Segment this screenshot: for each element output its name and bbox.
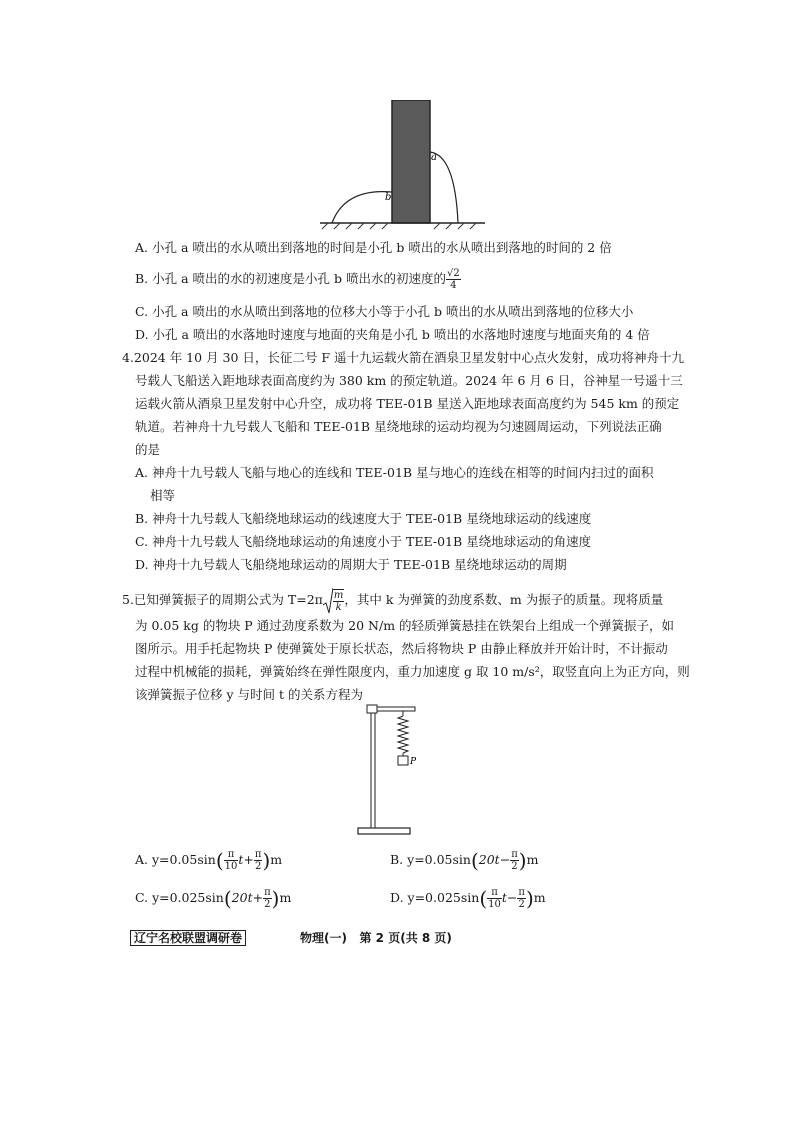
- option-unit: m: [533, 890, 546, 905]
- block-p-label: P: [410, 757, 417, 767]
- q5-option-c: C. y=0.025sin(20t+ $\frac{\pi}{2}$ )m: [135, 886, 292, 911]
- option-term: 20t+: [231, 890, 264, 905]
- fraction: [487, 887, 502, 910]
- fraction-numerator: √2: [446, 268, 460, 279]
- fraction-denominator: 10: [488, 899, 501, 910]
- q5-formula-prefix: 5.已知弹簧振子的周期公式为 T=2π: [122, 592, 323, 607]
- page-number: 物理(一) 第 2 页(共 8 页): [300, 931, 452, 945]
- fraction-denominator: 2: [511, 861, 518, 872]
- q3-option-b-fraction: [446, 268, 461, 291]
- fraction-numerator: π: [224, 849, 239, 861]
- fraction-denominator: 10: [224, 861, 238, 872]
- option-prefix: C. y=0.025sin: [135, 890, 224, 905]
- fraction-denominator: 2: [518, 899, 525, 910]
- sqrt-sign-icon: [323, 587, 333, 615]
- footer: [130, 928, 246, 948]
- q4-option-a: A. 神舟十九号载人飞船与地心的连线和 TEE-01B 星与地心的连线在相等的时间内扫过的面积: [135, 465, 654, 480]
- option-term: t+: [238, 852, 254, 867]
- option-unit: m: [270, 852, 283, 867]
- fraction-numerator: π: [518, 887, 525, 898]
- fraction-numerator: m: [333, 589, 344, 601]
- fraction-denominator: 2: [264, 899, 271, 910]
- q3-option-d: D. 小孔 a 喷出的水落地时速度与地面的夹角是小孔 b 喷出的水落地时速度与地面夹角的 4 倍: [135, 327, 650, 342]
- q4-stem-line3: 运载火箭从酒泉卫星发射中心升空，成功将 TEE-01B 星送入距地球表面高度约为 545 km 的预定: [135, 396, 680, 411]
- option-term: t−: [501, 890, 518, 905]
- q4-stem-line4: 轨道。若神舟十九号载人飞船和 TEE-01B 星绕地球的运动均视为匀速圆周运动，下列说法正确: [135, 419, 662, 434]
- q4-stem-line1: 4.2024 年 10 月 30 日，长征二号 F 遥十九运载火箭在酒泉卫星发射中心点火发射，成功将神舟十九: [122, 350, 685, 365]
- q4-option-a-cont: 相等: [150, 488, 176, 503]
- fraction: [263, 887, 272, 910]
- option-unit: m: [279, 890, 292, 905]
- fraction-numerator: π: [264, 887, 271, 898]
- q3-option-c: C. 小孔 a 喷出的水从喷出到落地的位移大小等于小孔 b 喷出的水从喷出到落地的位移大小: [135, 304, 634, 319]
- q4-option-b: B. 神舟十九号载人飞船绕地球运动的线速度大于 TEE-01B 星绕地球运动的线速度: [135, 511, 592, 526]
- option-prefix: D. y=0.025sin: [390, 890, 480, 905]
- fraction-denominator: 2: [254, 861, 262, 872]
- q5-option-b: B. y=0.05sin(20t− $\frac{\pi}{2}$ )m: [390, 848, 539, 873]
- q5-formula-suffix: ，其中 k 为弹簧的劲度系数、m 为振子的质量。现将质量: [344, 592, 664, 607]
- fraction-denominator: 4: [450, 280, 457, 291]
- fraction-numerator: π: [487, 887, 502, 899]
- fraction-numerator: π: [254, 849, 262, 860]
- hole-b-label: b: [385, 192, 392, 203]
- fraction: [224, 849, 239, 872]
- q4-option-d: D. 神舟十九号载人飞船绕地球运动的周期大于 TEE-01B 星绕地球运动的周期: [135, 557, 567, 572]
- fraction: [510, 849, 519, 872]
- q4-stem-line5: 的是: [135, 442, 161, 457]
- q5-stem-line1: [122, 586, 663, 615]
- fraction: [517, 887, 526, 910]
- q5-stem-line5: 该弹簧振子位移 y 与时间 t 的关系方程为: [135, 687, 363, 702]
- q5-stem-line2: 为 0.05 kg 的物块 P 通过劲度系数为 20 N/m 的轻质弹簧悬挂在铁架台上组成一个弹簧振子，如: [135, 618, 675, 633]
- q3-option-a: A. 小孔 a 喷出的水从喷出到落地的时间是小孔 b 喷出的水从喷出到落地的时间的 2 倍: [135, 240, 612, 255]
- q5-stem-line3: 图所示。用手托起物块 P 使弹簧处于原长状态，然后将物块 P 由静止释放并开始计时，不计振动: [135, 641, 668, 656]
- option-prefix: A. y=0.05sin: [135, 852, 216, 867]
- q4-stem-line2: 号载人飞船送入距地球表面高度约为 380 km 的预定轨道。2024 年 6 月 6 日，谷神星一号遥十三: [135, 373, 683, 388]
- q5-formula-fraction: [333, 589, 344, 613]
- q4-option-c: C. 神舟十九号载人飞船绕地球运动的角速度小于 TEE-01B 星绕地球运动的角速度: [135, 534, 592, 549]
- option-unit: m: [526, 852, 539, 867]
- water-jet-figure: [310, 100, 490, 230]
- q3-option-b: [135, 268, 461, 291]
- option-prefix: B. y=0.05sin: [390, 852, 471, 867]
- spring-stand-figure: [352, 702, 432, 837]
- q5-stem-line4: 过程中机械能的损耗，弹簧始终在弹性限度内，重力加速度 g 取 10 m/s²，取竖直向上为正方向，则: [135, 664, 690, 679]
- option-term: 20t−: [478, 852, 511, 867]
- fraction-numerator: π: [511, 849, 518, 860]
- footer-series-label: 辽宁名校联盟调研卷: [130, 930, 246, 946]
- q5-option-a: A. y=0.05sin( $\frac{\pi}{10}$ t+ $\frac{\pi}{2}$ )m: [135, 848, 283, 873]
- q5-option-d: D. y=0.025sin( $\frac{\pi}{10}$ t− $\frac{\pi}{2}$ )m: [390, 886, 546, 911]
- fraction-denominator: k: [335, 601, 342, 613]
- hole-a-label: a: [431, 152, 437, 163]
- footer-page-info: [300, 928, 452, 948]
- q3-option-b-text: B. 小孔 a 喷出的水的初速度是小孔 b 喷出水的初速度的: [135, 271, 446, 286]
